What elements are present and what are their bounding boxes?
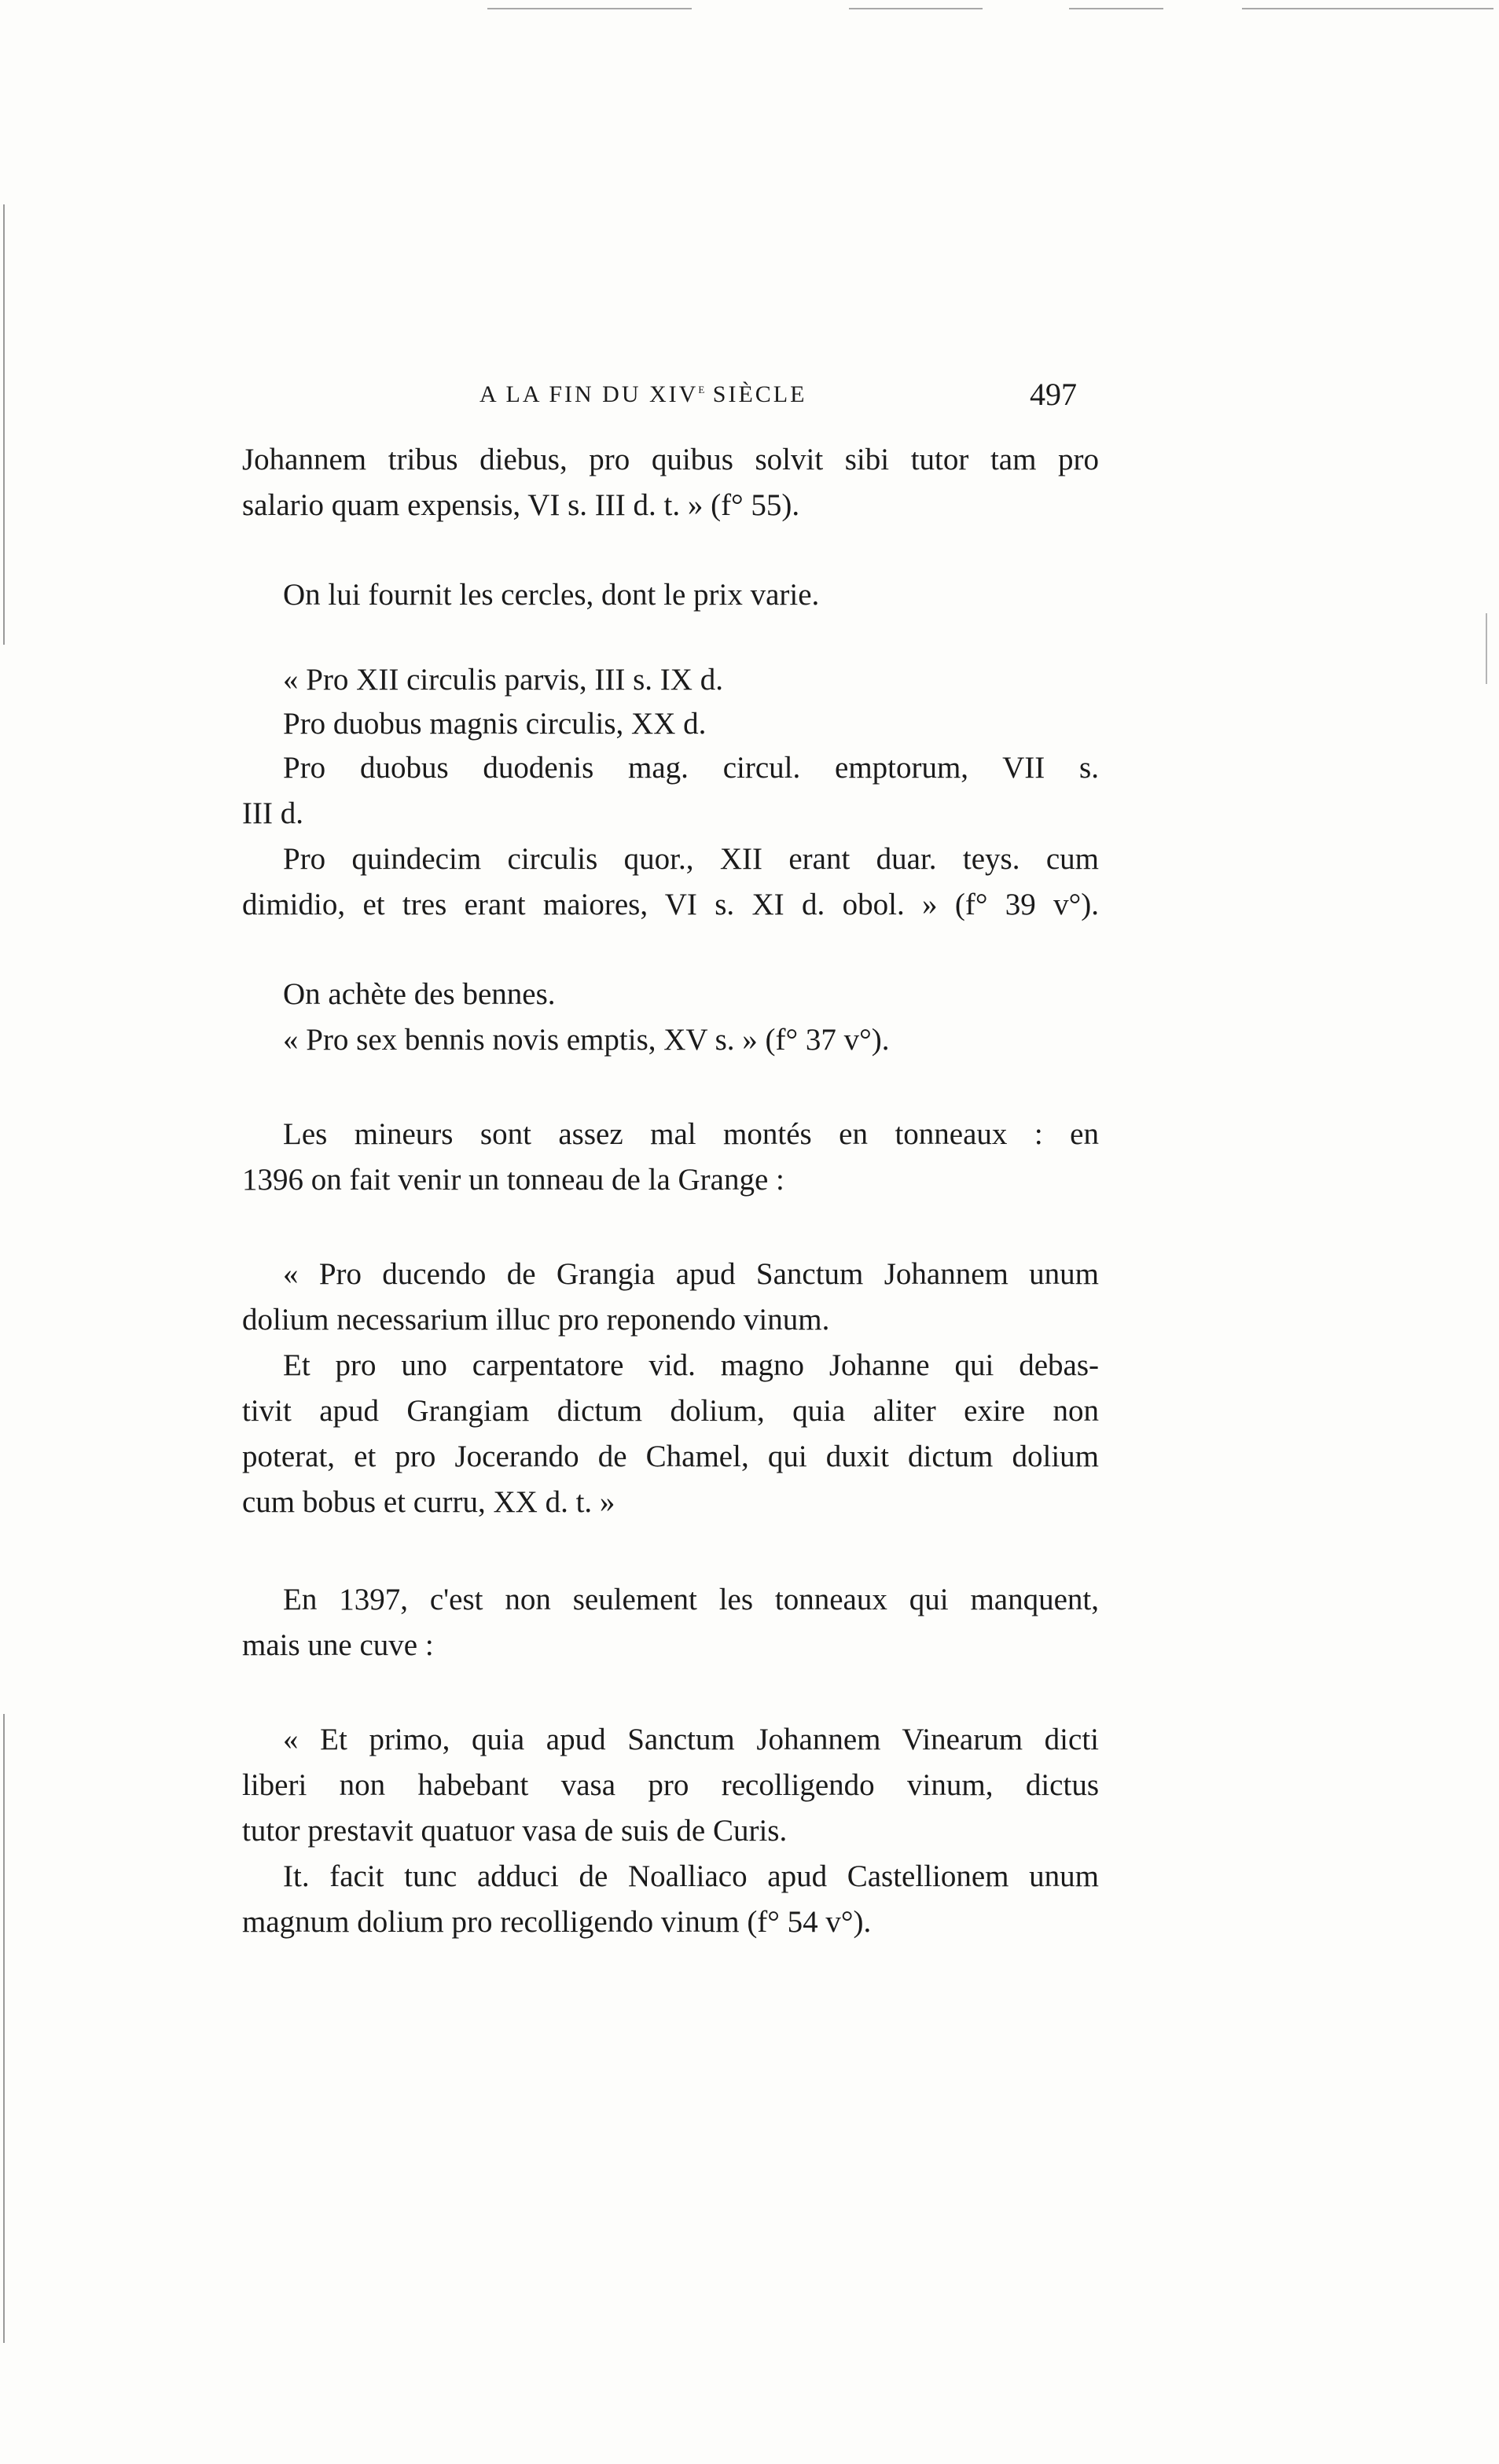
scan-top-rule xyxy=(1069,8,1163,9)
text-line: « Pro sex bennis novis emptis, XV s. » (f° 37 v°). xyxy=(283,1023,890,1057)
text-line: Pro duobus magnis circulis, XX d. xyxy=(283,707,707,741)
scan-top-rule xyxy=(849,8,983,9)
text-line: tivit apud Grangiam dictum dolium, quia aliter exire non xyxy=(242,1394,1099,1428)
text-line: On lui fournit les cercles, dont le prix varie. xyxy=(283,578,820,612)
text-line: « Et primo, quia apud Sanctum Johannem Vinearum dicti xyxy=(283,1723,1099,1756)
text-line: En 1397, c'est non seulement les tonneaux qui manquent, xyxy=(283,1583,1099,1616)
text-line: poterat, et pro Jocerando de Chamel, qui duxit dictum dolium xyxy=(242,1440,1099,1473)
text-line: « Pro ducendo de Grangia apud Sanctum Johannem unum xyxy=(283,1257,1099,1291)
text-line: liberi non habebant vasa pro recolligendo vinum, dictus xyxy=(242,1768,1099,1802)
scan-edge-line xyxy=(3,1714,5,2343)
scan-top-rule xyxy=(487,8,692,9)
text-line: Pro duobus duodenis mag. circul. emptorum, VII s. xyxy=(283,751,1099,785)
page-number: 497 xyxy=(1030,377,1077,412)
text-line: dolium necessarium illuc pro reponendo vinum. xyxy=(242,1303,830,1337)
scan-edge-line xyxy=(3,204,5,645)
text-line: III d. xyxy=(242,796,303,830)
text-line: dimidio, et tres erant maiores, VI s. XI d. obol. » (f° 39 v°). xyxy=(242,888,1099,921)
text-line: Et pro uno carpentatore vid. magno Johanne qui debas- xyxy=(283,1348,1099,1382)
text-line: It. facit tunc adduci de Noalliaco apud Castellionem unum xyxy=(283,1859,1099,1893)
page-header xyxy=(244,376,1077,423)
text-line: Les mineurs sont assez mal montés en tonneaux : en xyxy=(283,1117,1099,1151)
text-line: mais une cuve : xyxy=(242,1628,434,1662)
text-line: tutor prestavit quatuor vasa de suis de Curis. xyxy=(242,1814,788,1848)
text-line: cum bobus et curru, XX d. t. » xyxy=(242,1485,615,1519)
text-line: magnum dolium pro recolligendo vinum (f° 54 v°). xyxy=(242,1905,872,1939)
text-line: Johannem tribus diebus, pro quibus solvit sibi tutor tam pro xyxy=(242,443,1099,476)
running-title: A LA FIN DU XIVe SIÈCLE xyxy=(479,381,807,407)
text-line: 1396 on fait venir un tonneau de la Grange : xyxy=(242,1163,784,1197)
scan-top-rule xyxy=(1242,8,1493,9)
text-line: On achète des bennes. xyxy=(283,977,556,1011)
scan-edge-line xyxy=(1486,613,1487,684)
text-line: salario quam expensis, VI s. III d. t. » (f° 55). xyxy=(242,488,800,522)
text-line: Pro quindecim circulis quor., XII erant duar. teys. cum xyxy=(283,842,1099,876)
text-line: « Pro XII circulis parvis, III s. IX d. xyxy=(283,663,723,697)
